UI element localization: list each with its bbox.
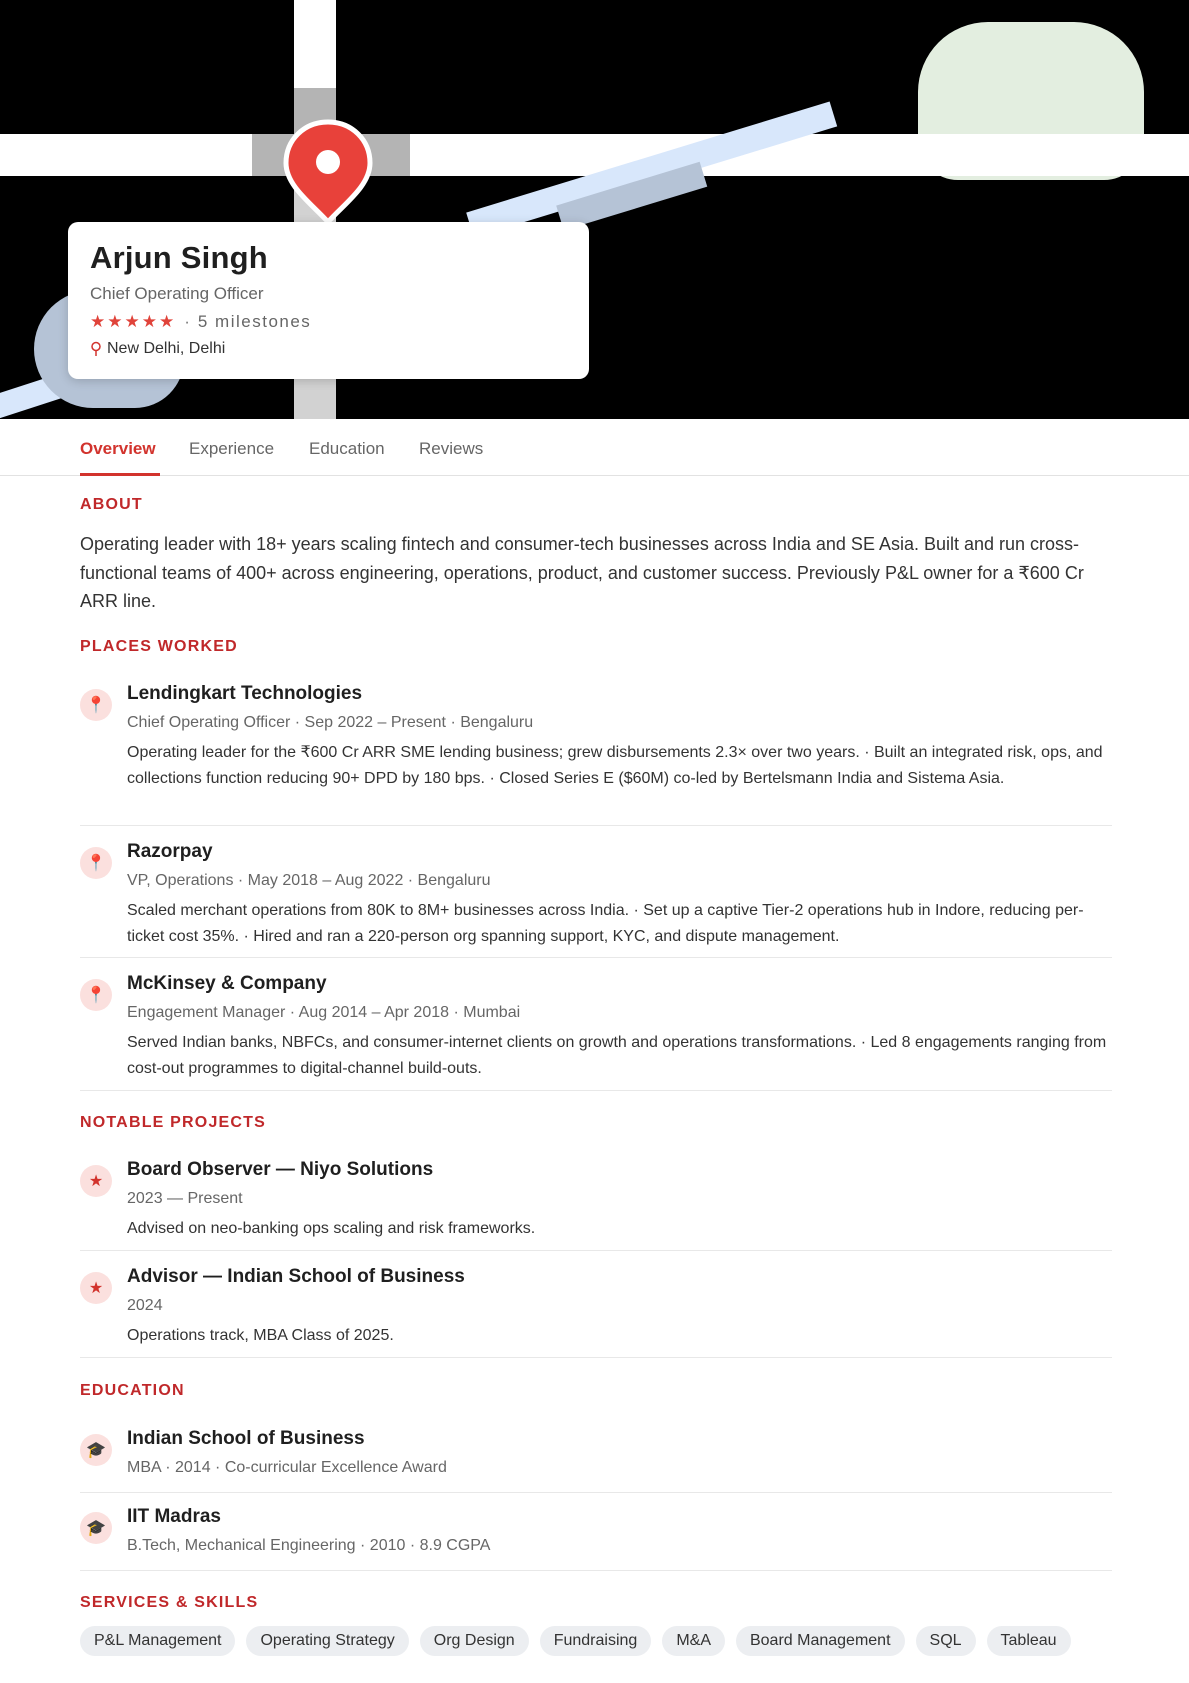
project-item xyxy=(80,1266,1112,1358)
profile-name: Arjun Singh xyxy=(90,240,268,275)
location-pin-icon xyxy=(90,341,102,357)
active-tab-indicator xyxy=(80,473,160,476)
place-description: Served Indian banks, NBFCs, and consumer-internet clients on growth and operations transformations. · Led 8 engagements ranging from cost-out programmes to digital-channel build-outs. xyxy=(127,1034,1107,1077)
place-company: McKinsey & Company xyxy=(127,973,327,994)
education-meta: MBA · 2014 · Co-curricular Excellence Award xyxy=(127,1459,447,1476)
tab-education[interactable]: Education xyxy=(309,439,385,458)
location-text: New Delhi, Delhi xyxy=(107,340,226,357)
section-title-skills: SERVICES & SKILLS xyxy=(80,1594,259,1611)
place-meta: VP, Operations · May 2018 – Aug 2022 · Bengaluru xyxy=(127,872,491,889)
place-item xyxy=(80,683,1112,826)
map-pin-icon xyxy=(282,118,374,228)
profile-role: Chief Operating Officer xyxy=(90,284,264,303)
skill-chip: Fundraising xyxy=(540,1626,652,1656)
section-title-about: ABOUT xyxy=(80,496,143,513)
graduation-cap-icon: 🎓 xyxy=(80,1434,112,1466)
place-item xyxy=(80,973,1112,1091)
profile-rating xyxy=(90,312,567,332)
skill-chip: Org Design xyxy=(420,1626,529,1656)
education-meta: B.Tech, Mechanical Engineering · 2010 · 8.9 CGPA xyxy=(127,1537,491,1554)
skill-chip: Board Management xyxy=(736,1626,905,1656)
tab-reviews[interactable]: Reviews xyxy=(419,439,484,458)
pushpin-icon: 📍 xyxy=(80,689,112,721)
rating-stars-icon: ★★★★★ xyxy=(90,312,177,331)
section-title-projects: NOTABLE PROJECTS xyxy=(80,1114,267,1131)
skill-chip: Tableau xyxy=(987,1626,1071,1656)
tab-experience[interactable]: Experience xyxy=(189,439,275,458)
place-meta: Engagement Manager · Aug 2014 – Apr 2018 · Mumbai xyxy=(127,1004,521,1021)
place-company: Razorpay xyxy=(127,841,213,862)
place-item xyxy=(80,841,1112,958)
place-meta: Chief Operating Officer · Sep 2022 – Present · Bengaluru xyxy=(127,714,534,731)
skill-chip: Operating Strategy xyxy=(246,1626,408,1656)
star-icon: ★ xyxy=(80,1272,112,1304)
section-title-education: EDUCATION xyxy=(80,1382,185,1399)
project-name: Board Observer — Niyo Solutions xyxy=(127,1159,434,1180)
place-company: Lendingkart Technologies xyxy=(127,683,363,704)
profile-location xyxy=(90,340,567,358)
project-item xyxy=(80,1159,1112,1251)
education-school: Indian School of Business xyxy=(127,1428,365,1449)
skill-chip: M&A xyxy=(662,1626,725,1656)
section-title-places: PLACES WORKED xyxy=(80,638,238,655)
graduation-cap-icon: 🎓 xyxy=(80,1512,112,1544)
skill-chip: P&L Management xyxy=(80,1626,235,1656)
tab-overview[interactable]: Overview xyxy=(80,439,156,458)
skill-chip: SQL xyxy=(916,1626,976,1656)
milestones-count: 5 milestones xyxy=(197,312,312,331)
place-description: Scaled merchant operations from 80K to 8M+ businesses across India. · Set up a captive Tier-2 operations hub in Indore, reducing per-ticket cost 35%. · Hired and ran a 220-person org spanning support, KYC, and dispute management. xyxy=(127,902,1084,945)
profile-card xyxy=(68,222,589,379)
about-text: Operating leader with 18+ years scaling fintech and consumer-tech businesses across India and SE Asia. Built and run cross-functional teams of 400+ across engineering, operations, product, and customer success. Previously P&L owner for a ₹600 Cr ARR line. xyxy=(80,534,1084,611)
star-icon: ★ xyxy=(80,1165,112,1197)
map-road xyxy=(918,134,1189,176)
place-description: Operating leader for the ₹600 Cr ARR SME lending business; grew disbursements 2.3× over two years. · Built an integrated risk, ops, and collections function reducing 90+ DPD by 180 bps. · Closed Series E ($60M) co-led by Bertelsmann India and Sistema Asia. xyxy=(127,744,1103,787)
education-school: IIT Madras xyxy=(127,1506,221,1527)
project-name: Advisor — Indian School of Business xyxy=(127,1266,465,1287)
project-description: Advised on neo-banking ops scaling and risk frameworks. xyxy=(127,1220,536,1237)
skills-list xyxy=(80,1626,1071,1656)
education-item xyxy=(80,1428,1112,1493)
rating-separator: · xyxy=(184,312,190,331)
pushpin-icon: 📍 xyxy=(80,979,112,1011)
pushpin-icon: 📍 xyxy=(80,847,112,879)
tab-bar xyxy=(0,419,1189,476)
education-item xyxy=(80,1506,1112,1571)
map-road xyxy=(294,0,336,88)
project-period: 2023 — Present xyxy=(127,1190,243,1207)
project-description: Operations track, MBA Class of 2025. xyxy=(127,1327,394,1344)
project-period: 2024 xyxy=(127,1297,163,1314)
